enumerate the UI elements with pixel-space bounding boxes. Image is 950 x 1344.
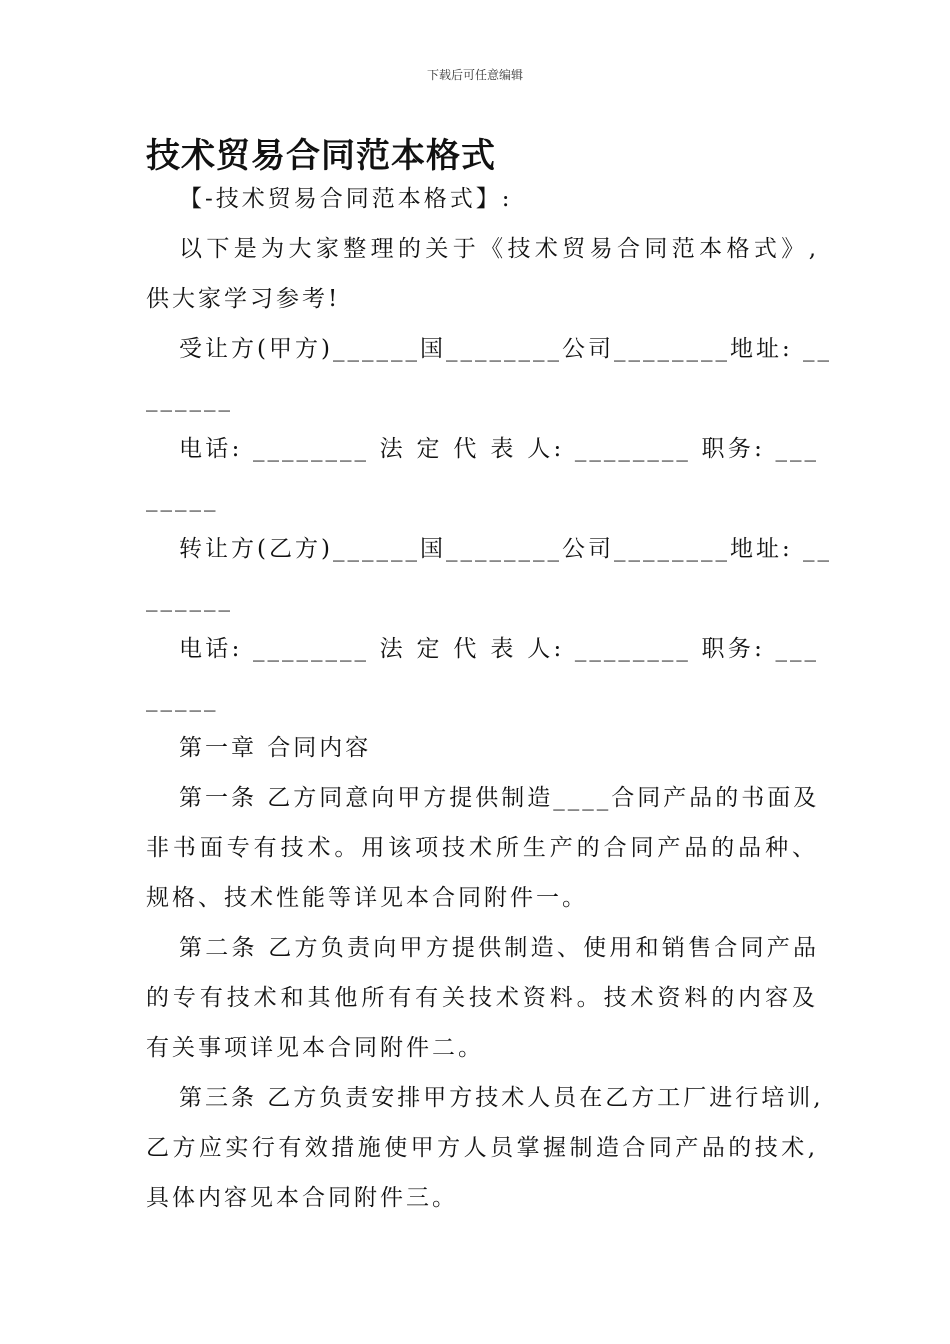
article-1-line-2: 非书面专有技术。用该项技术所生产的合同产品的品种、 bbox=[146, 835, 818, 861]
party-a-address-cont: ______ bbox=[146, 386, 233, 412]
header-note: 下载后可任意编辑 bbox=[426, 68, 523, 82]
article-2-line-3: 有关事项详见本合同附件二。 bbox=[146, 1035, 484, 1061]
party-b-phone-cont: _____ bbox=[146, 686, 219, 712]
chapter-heading: 第一章 合同内容 bbox=[179, 735, 372, 761]
party-b-phone-line: 电话: ________ 法 定 代 表 人: ________ 职务: ___ bbox=[179, 636, 819, 662]
party-b-address-cont: ______ bbox=[146, 586, 233, 612]
article-3-line-2: 乙方应实行有效措施使甲方人员掌握制造合同产品的技术, bbox=[146, 1135, 818, 1161]
party-a-phone-line: 电话: ________ 法 定 代 表 人: ________ 职务: ___ bbox=[179, 436, 819, 462]
intro-line-2: 供大家学习参考! bbox=[146, 286, 341, 312]
article-1-line-3: 规格、技术性能等详见本合同附件一。 bbox=[146, 885, 588, 911]
intro-line-1: 以下是为大家整理的关于《技术贸易合同范本格式》, bbox=[179, 236, 819, 262]
article-2-line-2: 的专有技术和其他所有有关技术资料。技术资料的内容及 bbox=[146, 985, 818, 1011]
article-3-line-3: 具体内容见本合同附件三。 bbox=[146, 1185, 458, 1211]
article-3-line-1: 第三条 乙方负责安排甲方技术人员在乙方工厂进行培训, bbox=[179, 1085, 824, 1111]
party-a-address-line: 受让方(甲方)______国________公司________地址: __ bbox=[179, 336, 833, 362]
article-1-line-1: 第一条 乙方同意向甲方提供制造____合同产品的书面及 bbox=[179, 785, 820, 811]
subtitle-line: 【-技术贸易合同范本格式】: bbox=[179, 186, 513, 212]
document-title: 技术贸易合同范本格式 bbox=[146, 136, 496, 176]
party-b-address-line: 转让方(乙方)______国________公司________地址: __ bbox=[179, 536, 833, 562]
article-2-line-1: 第二条 乙方负责向甲方提供制造、使用和销售合同产品 bbox=[179, 935, 819, 961]
party-a-phone-cont: _____ bbox=[146, 486, 219, 512]
